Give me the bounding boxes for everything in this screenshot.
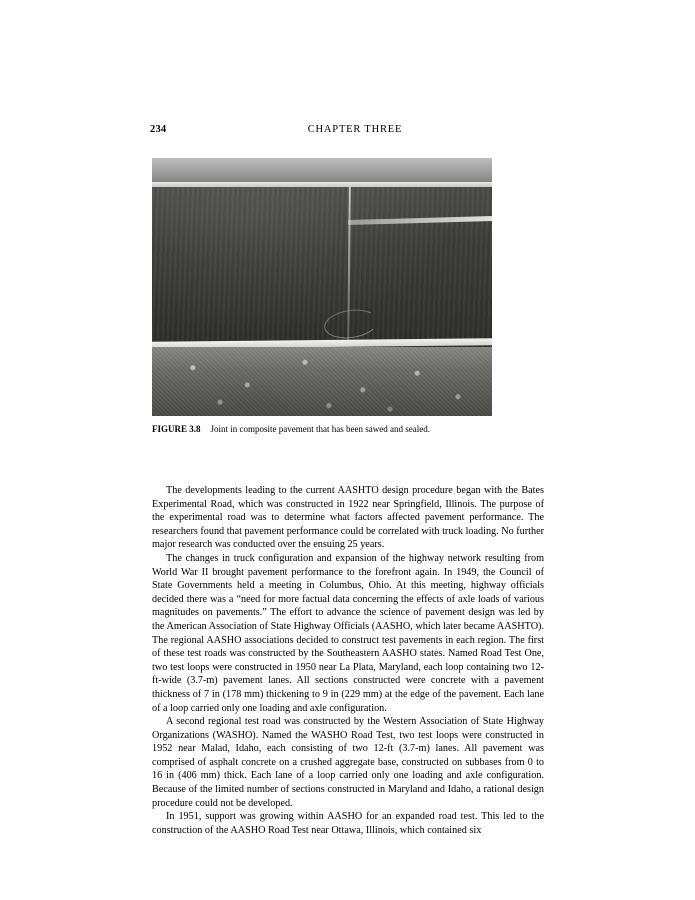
figure-caption <box>152 424 544 435</box>
page-number: 234 <box>150 124 167 135</box>
figure-caption-text: Joint in composite pavement that has been sawed and sealed. <box>210 424 430 434</box>
page-header <box>150 124 545 135</box>
paragraph: A second regional test road was constructed by the Western Association of State Highway Organizations (WASHO). Named the WASHO Road Test, two test loops were constructed in 1952 near Malad, Idaho, each consisting of two 12-ft (3.7-m) lanes. All pavement was comprised of asphalt concrete on a crushed aggregate base, constructed on subbases from 0 to 16 in (406 mm) thick. Each lane of a loop carried only one loading and axle configuration. Because of the limited number of sections constructed in Maryland and Idaho, a rational design procedure could not be developed. <box>152 716 544 809</box>
paragraph: The developments leading to the current AASHTO design procedure began with the Bates Experimental Road, which was constructed in 1922 near Springfield, Illinois. The purpose of the experimental road was to determine what factors affected pavement performance. The researchers found that pavement performance could be correlated with truck loading. No further major research was conducted over the ensuing 25 years. <box>152 485 544 551</box>
photo-pavement-surface <box>152 187 492 352</box>
running-head: CHAPTER THREE <box>307 124 403 135</box>
paragraph: The changes in truck configuration and expansion of the highway network resulting from World War II brought pavement performance to the forefront again. In 1949, the Council of State Governments held a meeting in Columbus, Ohio. At this meeting, highway officials decided there was a “need for more factual data concerning the effects of axle loads of various magnitudes on pavements.” The effort to advance the science of pavement design was led by the American Association of State Highway Officials (AASHO, which later became AASHTO). The regional AASHO associations decided to construct test pavements in each region. The first of these test roads was constructed by the Southeastern AASHO states. Named Road Test One, two test loops were constructed in 1950 near La Plata, Maryland, each loop containing two 12-ft-wide (3.7-m) pavement lanes. All sections constructed were concrete with a pavement thickness of 7 in (178 mm) thickening to 9 in (229 mm) at the edge of the pavement. Each lane of a loop carried only one loading and axle configuration. <box>152 552 544 714</box>
figure-3-8 <box>152 158 492 416</box>
body-text <box>152 484 544 837</box>
photo-sky-band <box>152 158 492 184</box>
paragraph: In 1951, support was growing within AASHO for an expanded road test. This led to the construction of the AASHO Road Test near Ottawa, Illinois, which contained six <box>152 811 544 836</box>
pavement-joint-photo <box>152 158 492 416</box>
photo-gravel-shoulder <box>152 347 492 416</box>
figure-label: FIGURE 3.8 <box>152 424 201 434</box>
